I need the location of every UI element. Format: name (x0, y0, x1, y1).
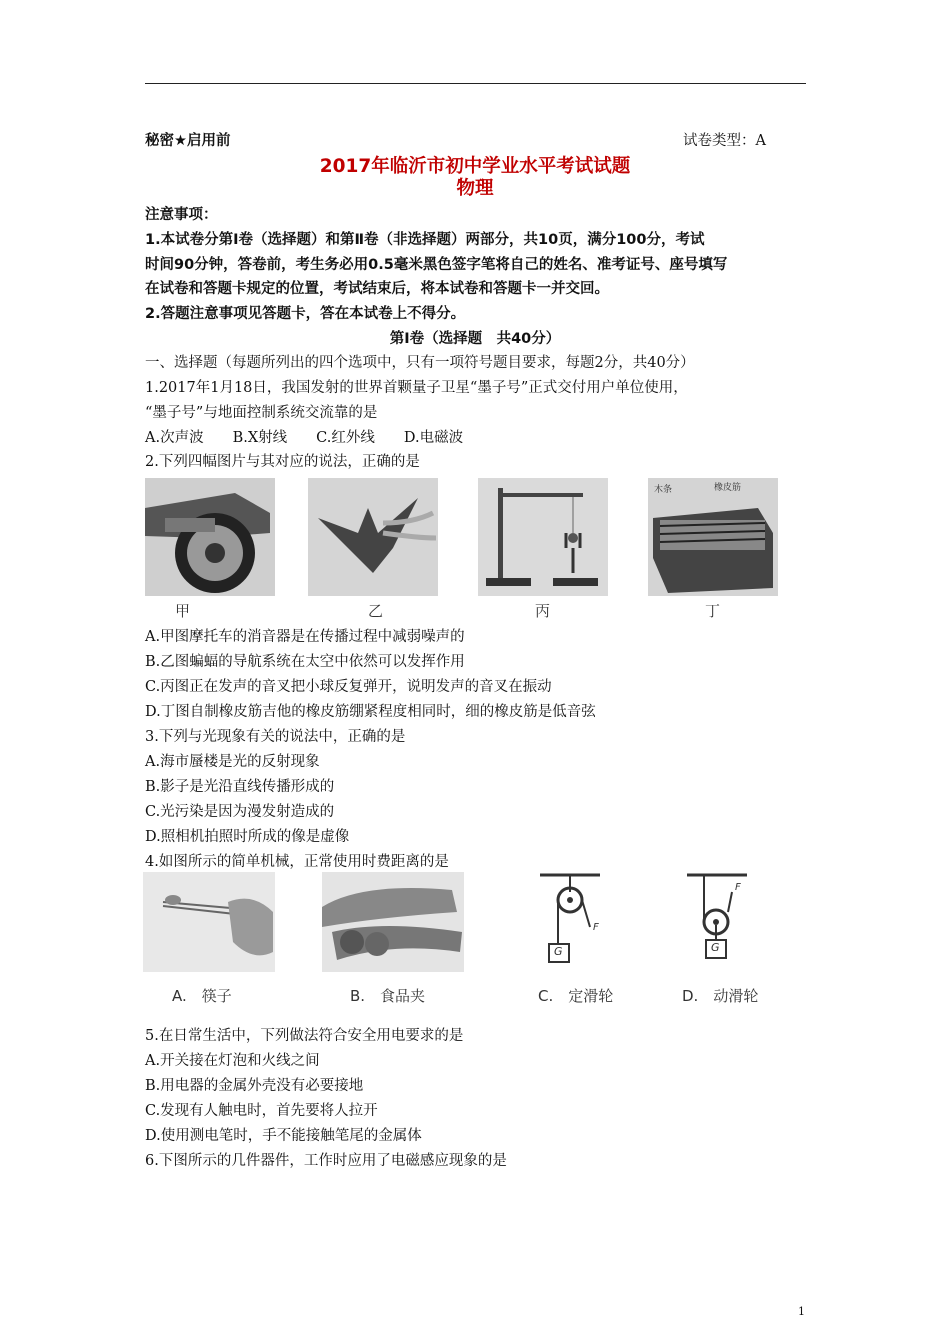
rubber-band-label: 橡皮筋 (714, 483, 742, 493)
motorcycle-image (145, 478, 275, 596)
force-f-label-d: F (735, 882, 741, 893)
weight-g-label-c: G (554, 945, 563, 958)
notes-heading: 注意事项： (145, 207, 218, 223)
notes-item1-line3: 在试卷和答题卡规定的位置，考试结束后，将本试卷和答题卡一并交回。 (145, 281, 609, 297)
q2-option-c: C.丙图正在发声的音叉把小球反复弹开，说明发声的音叉在振动 (145, 679, 552, 695)
tuning-fork-image (478, 478, 608, 596)
secret-label: 秘密★启用前 (145, 133, 231, 149)
q3-option-c: C.光污染是因为漫发射造成的 (145, 804, 335, 820)
movable-pulley-image (682, 872, 752, 972)
q3-option-b: B.影子是光沿直线传播形成的 (145, 779, 335, 795)
q3-stem: 3.下列与光现象有关的说法中，正确的是 (145, 729, 406, 745)
q2-option-a: A.甲图摩托车的消音器是在传播过程中减弱噪声的 (145, 629, 465, 645)
caption-jia: 甲 (175, 602, 191, 620)
exam-title: 2017年临沂市初中学业水平考试试题 (319, 156, 631, 177)
chopsticks-image (143, 872, 275, 972)
paper-type: 试卷类型：A (683, 133, 766, 149)
q5-option-b: B.用电器的金属外壳没有必要接地 (145, 1078, 364, 1094)
q3-option-a: A.海市蜃楼是光的反射现象 (145, 754, 320, 770)
caption-movable-pulley: D. 动滑轮 (682, 987, 759, 1005)
page-number: 1 (798, 1305, 805, 1318)
header-rule (145, 83, 806, 84)
subject-title: 物理 (456, 178, 494, 199)
q4-stem: 4.如图所示的简单机械，正常使用时费距离的是 (145, 854, 449, 870)
q1-options: A.次声波 B.X射线 C.红外线 D.电磁波 (145, 430, 464, 446)
q5-stem: 5.在日常生活中，下列做法符合安全用电要求的是 (145, 1028, 464, 1044)
caption-chopsticks: A. 筷子 (172, 987, 232, 1005)
q5-option-a: A.开关接在灯泡和火线之间 (145, 1053, 320, 1069)
caption-fixed-pulley: C. 定滑轮 (538, 987, 614, 1005)
q1-line2: “墨子号”与地面控制系统交流靠的是 (145, 405, 378, 421)
bat-image (308, 478, 438, 596)
weight-g-label-d: G (711, 941, 720, 954)
caption-ding: 丁 (705, 602, 721, 620)
q5-option-c: C.发现有人触电时，首先要将人拉开 (145, 1103, 378, 1119)
fixed-pulley-image (535, 872, 605, 972)
wood-strip-label: 木条 (654, 485, 673, 495)
notes-item1-line2: 时间90分钟，答卷前，考生务必用0.5毫米黑色签字笔将自己的姓名、准考证号、座号填写 (145, 257, 728, 273)
caption-bing: 丙 (535, 602, 551, 620)
q6-stem: 6.下图所示的几件器件，工作时应用了电磁感应现象的是 (145, 1153, 507, 1169)
notes-item2: 2.答题注意事项见答题卡，答在本试卷上不得分。 (145, 306, 466, 322)
force-f-label-c: F (593, 922, 599, 933)
notes-item1-line1: 1.本试卷分第Ⅰ卷（选择题）和第Ⅱ卷（非选择题）两部分，共10页，满分100分，考试 (145, 232, 705, 248)
q2-option-b: B.乙图蝙蝠的导航系统在太空中依然可以发挥作用 (145, 654, 465, 670)
section-instruction: 一、选择题（每题所列出的四个选项中，只有一项符号题目要求，每题2分，共40分） (145, 355, 695, 371)
q3-option-d: D.照相机拍照时所成的像是虚像 (145, 829, 350, 845)
q5-option-d: D.使用测电笔时，手不能接触笔尾的金属体 (145, 1128, 422, 1144)
q1-line1: 1.2017年1月18日，我国发射的世界首颗量子卫星“墨子号”正式交付用户单位使用， (145, 380, 688, 396)
food-tongs-image (322, 872, 464, 972)
caption-yi: 乙 (368, 602, 384, 620)
caption-food-tongs: B. 食品夹 (350, 987, 426, 1005)
rubber-band-guitar-image (648, 478, 778, 596)
q2-option-d: D.丁图自制橡皮筋吉他的橡皮筋绷紧程度相同时，细的橡皮筋是低音弦 (145, 704, 596, 720)
q2-stem: 2.下列四幅图片与其对应的说法，正确的是 (145, 454, 420, 470)
section-title: 第Ⅰ卷（选择题 共40分） (389, 331, 561, 347)
